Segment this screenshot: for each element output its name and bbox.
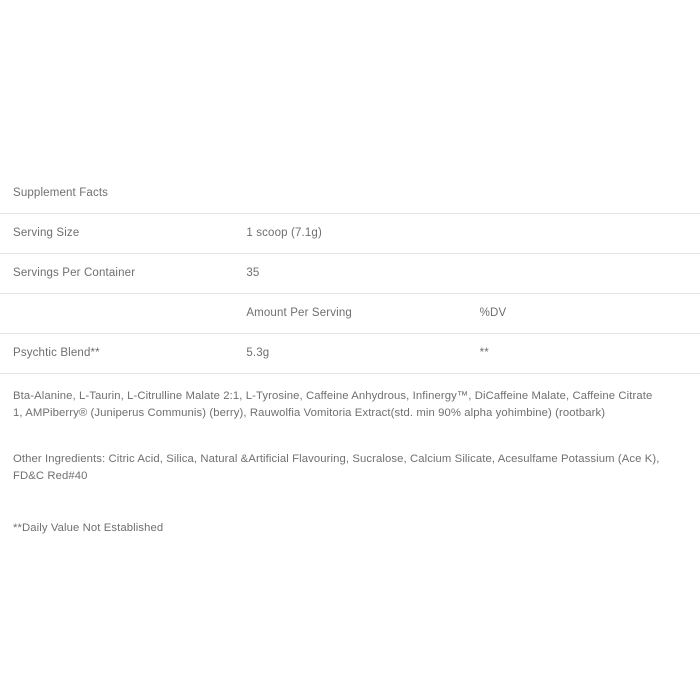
row-label-servings-per-container: Servings Per Container <box>0 253 233 293</box>
row-amount-psychtic-blend: 5.3g <box>233 333 466 373</box>
table-row <box>0 213 700 253</box>
table-row <box>0 253 700 293</box>
row-amount-serving-size: 1 scoop (7.1g) <box>233 213 466 253</box>
table-row <box>0 293 700 333</box>
row-label-serving-size: Serving Size <box>0 213 233 253</box>
row-dv-serving-size <box>467 213 700 253</box>
row-label-psychtic-blend: Psychtic Blend** <box>0 333 233 373</box>
daily-value-footnote: **Daily Value Not Established <box>13 521 164 534</box>
row-dv-psychtic-blend: ** <box>467 333 700 373</box>
supplement-facts-title: Supplement Facts <box>0 174 700 213</box>
table-row-title <box>0 174 700 213</box>
table-row <box>0 333 700 373</box>
row-label-blank <box>0 293 233 333</box>
supplement-facts-panel <box>0 174 700 541</box>
column-header-amount-per-serving: Amount Per Serving <box>233 293 466 333</box>
other-ingredients-text: Other Ingredients: Citric Acid, Silica, Natural &Artificial Flavouring, Sucralose, Calcium Silicate, Acesulfame Potassium (Ace K), FD&C Red#40 <box>13 452 660 483</box>
blend-ingredients-text: Bta-Alanine, L-Taurin, L-Citrulline Malate 2:1, L-Tyrosine, Caffeine Anhydrous, Infinergy™, DiCaffeine Malate, Caffeine Citrate 1, AMPiberry® (Juniperus Communis) (berry), Rauwolfia Vomitoria Extract(std. min 90% alpha yohimbine) (rootbark) <box>13 389 653 420</box>
column-header-dv: %DV <box>467 293 700 333</box>
row-dv-servings-per-container <box>467 253 700 293</box>
supplement-facts-table <box>0 174 700 374</box>
row-amount-servings-per-container: 35 <box>233 253 466 293</box>
